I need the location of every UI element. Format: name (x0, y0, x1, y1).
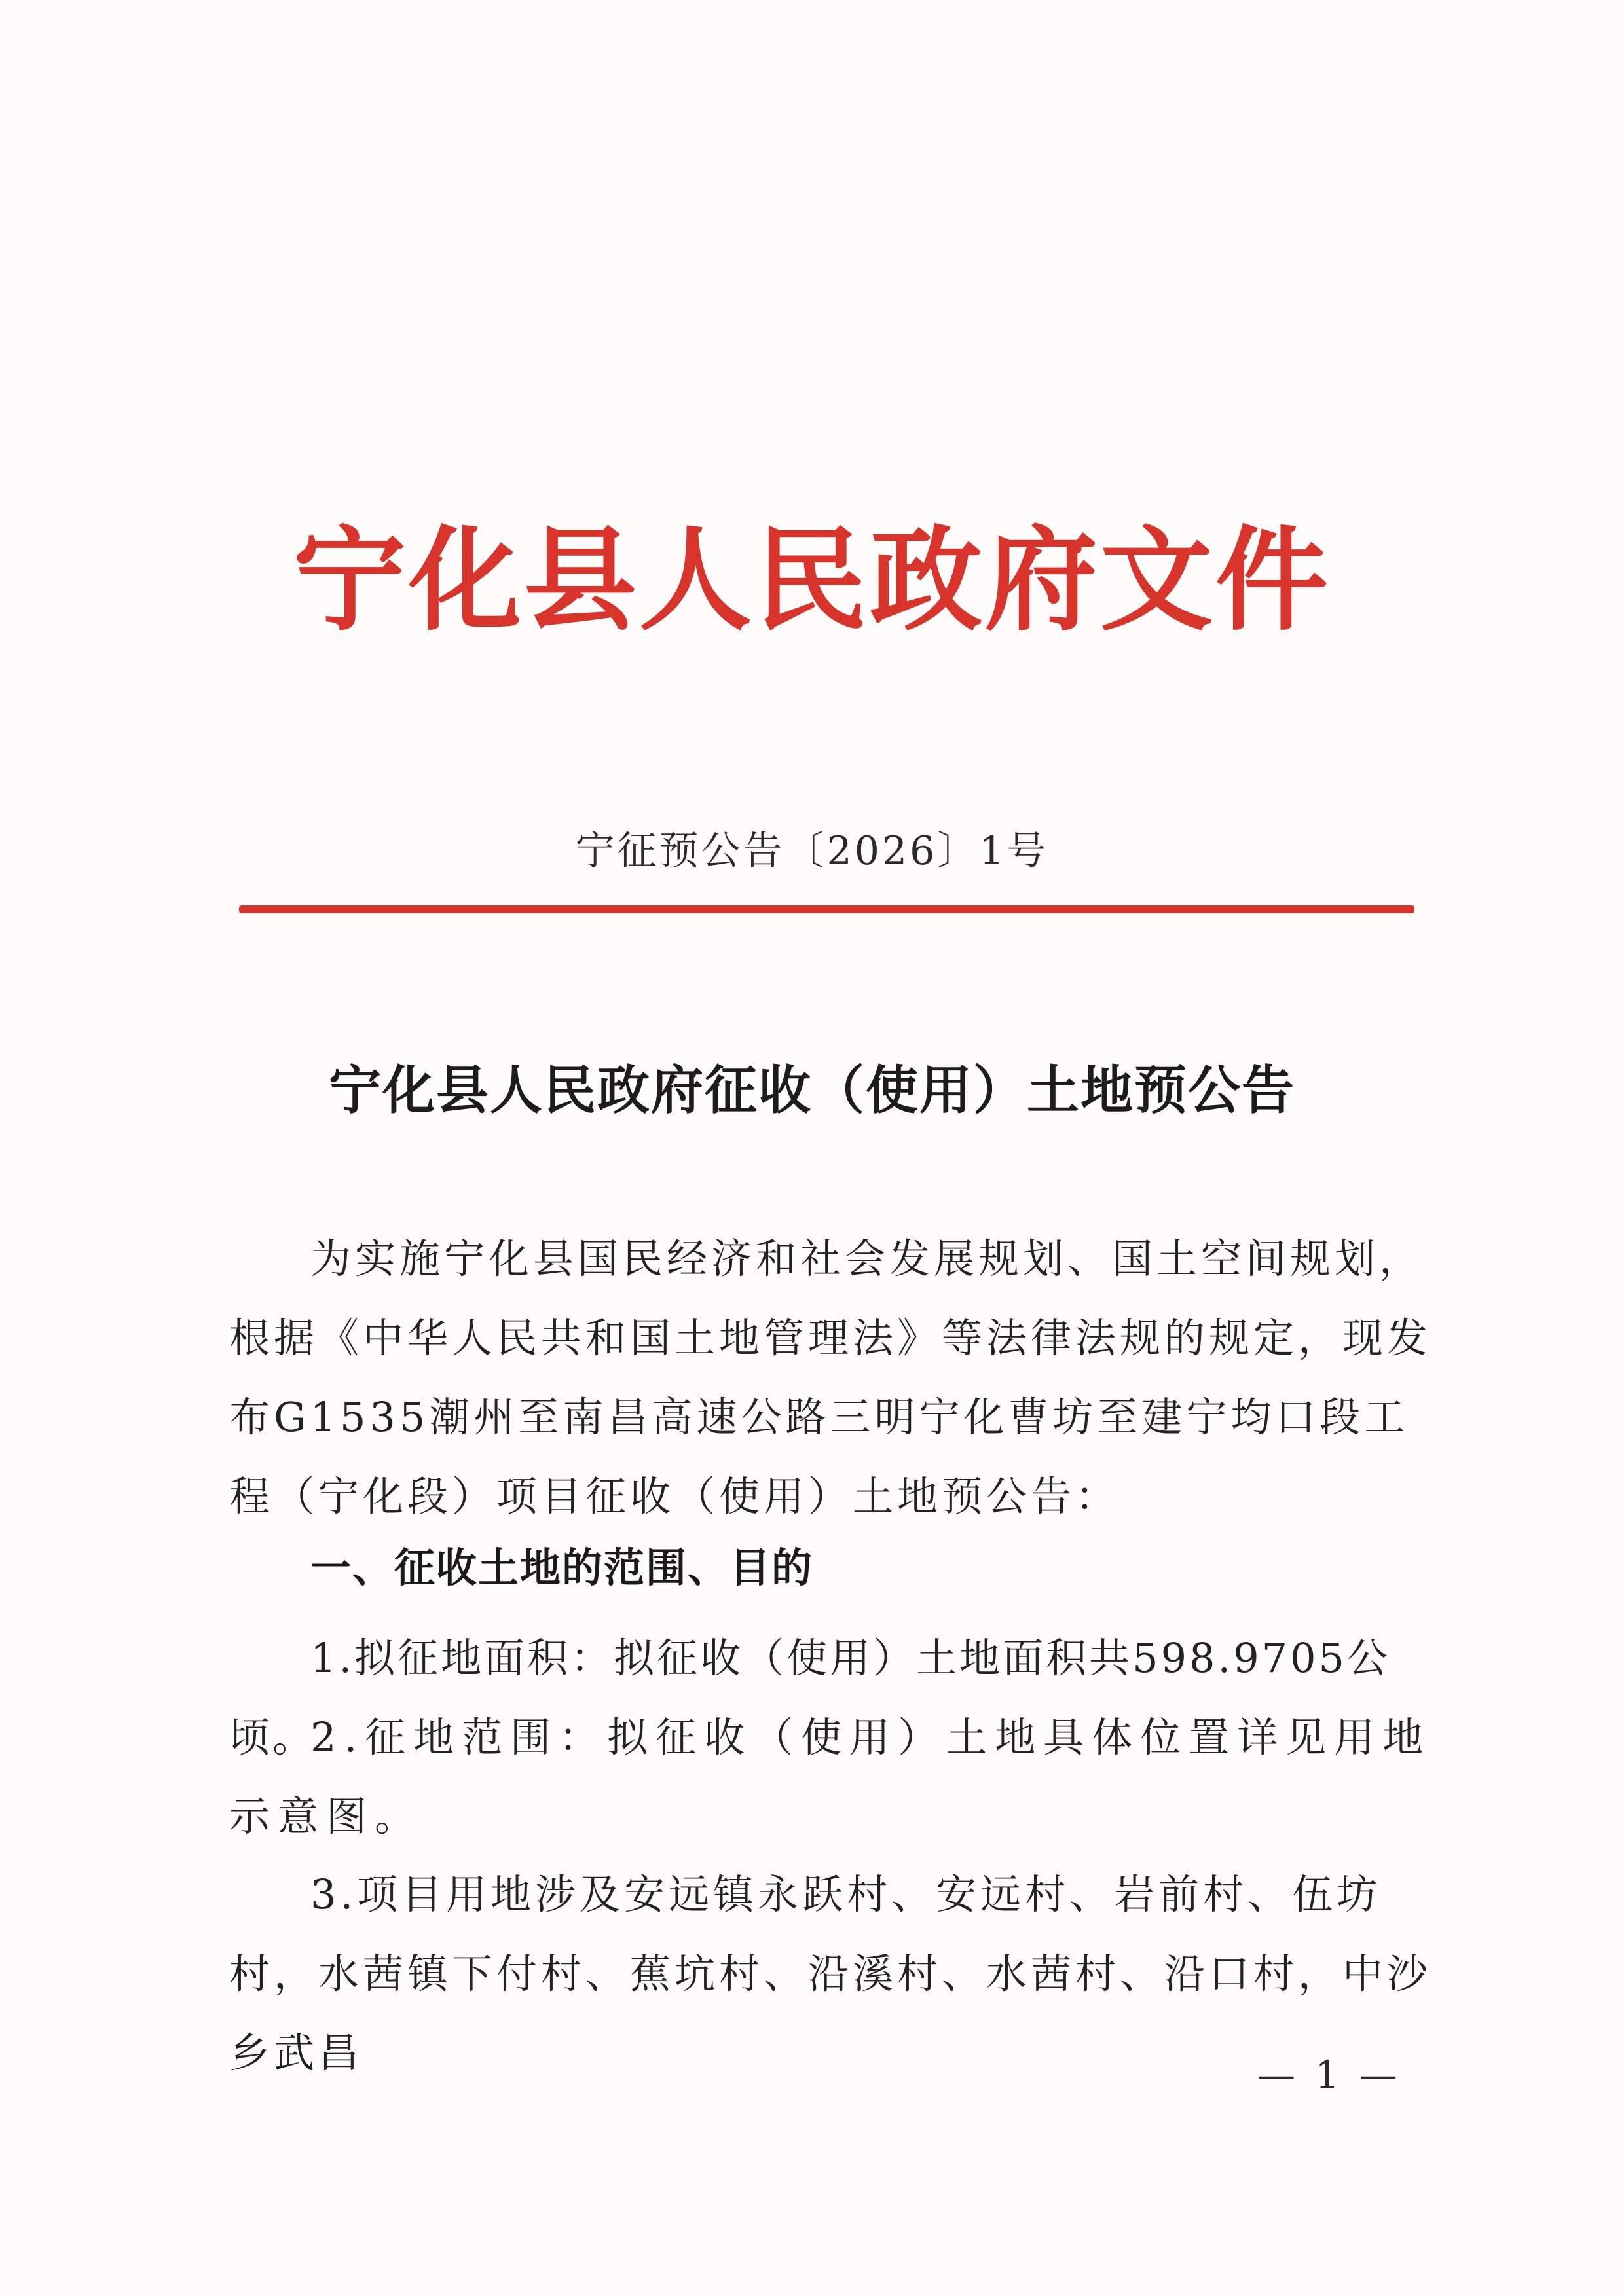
intro-paragraph: 为实施宁化县国民经济和社会发展规划、国土空间规划，根据《中华人民共和国土地管理法》等法律法规的规定，现发布G1535潮州至南昌高速公路三明宁化曹坊至建宁均口段工程（宁化段）项目征收（使用）土地预公告： (229, 1235, 1432, 1520)
page-number: — 1 — (1257, 2052, 1401, 2097)
item-2-paragraph: 2.征地范围：拟征收（使用）土地具体位置详见用地示意图。 (229, 1713, 1431, 1840)
section-heading-1: 一、征收土地的范围、目的 (310, 1544, 814, 1592)
item-1-paragraph: 1.拟征地面积：拟征收（使用）土地面积共598.9705公顷。 (229, 1634, 1390, 1761)
notice-title: 宁化县人民政府征收（使用）土地预公告 (329, 1059, 1295, 1121)
red-divider-line (239, 905, 1414, 913)
item-3-paragraph: 3.项目用地涉及安远镇永跃村、安远村、岩前村、伍坊村，水茜镇下付村、蕉坑村、沿溪村、水茜村、沿口村，中沙乡武昌 (229, 1870, 1432, 2077)
document-number: 宁征预公告〔2026〕1号 (575, 828, 1049, 874)
masthead-title: 宁化县人民政府文件 (293, 513, 1331, 646)
